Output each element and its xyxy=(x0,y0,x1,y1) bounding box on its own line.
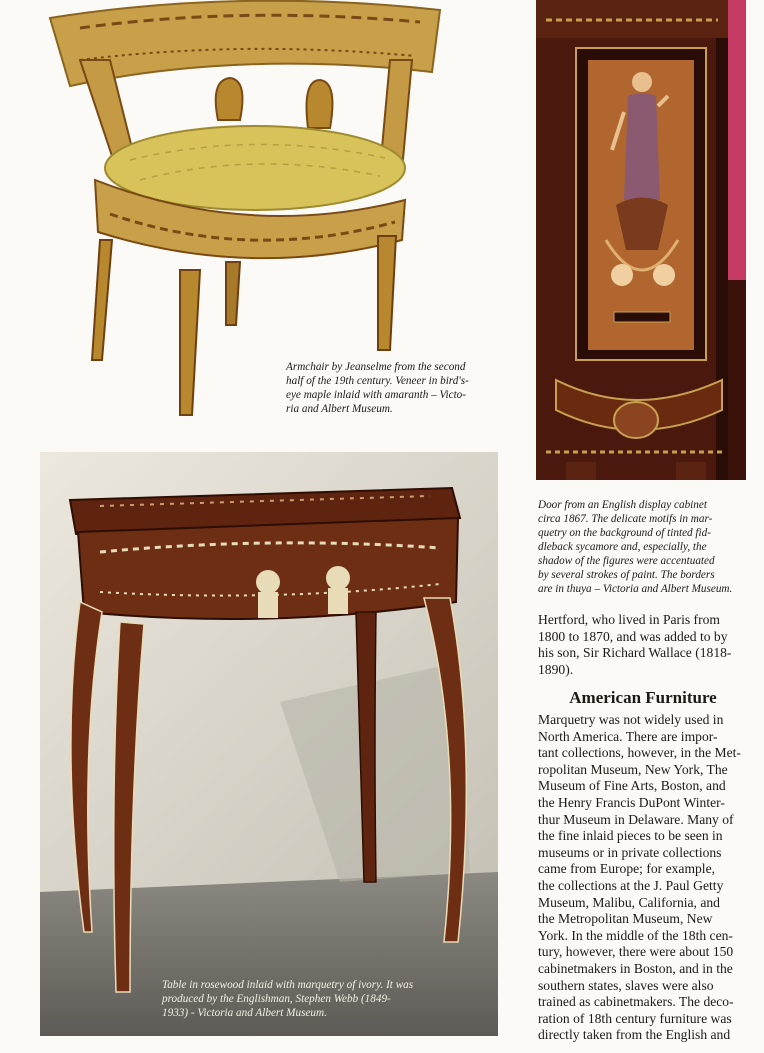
caption-line: by several strokes of paint. The borders xyxy=(538,569,715,581)
text-line: Hertford, who lived in Paris from xyxy=(538,612,720,627)
text-line: the collections at the J. Paul Getty xyxy=(538,877,724,893)
text-line: ropolitan Museum, New York, The xyxy=(538,761,728,777)
text-line: directly taken from the English and xyxy=(538,1027,731,1043)
cabinet-door-caption xyxy=(538,498,746,596)
text-line: came from Europe; for example, xyxy=(538,861,716,877)
caption-line: shadow of the figures were accentuated xyxy=(538,555,715,567)
table-illustration xyxy=(40,452,498,1036)
caption-line: eye maple inlaid with amaranth – Victo- xyxy=(286,389,467,401)
text-line: museums or in private collections xyxy=(538,844,722,860)
cabinet-door-photo xyxy=(536,0,746,480)
cabinet-door-illustration xyxy=(536,0,746,480)
text-line: thur Museum in Delaware. Many of xyxy=(538,811,734,827)
text-line: the Henry Francis DuPont Winter- xyxy=(538,794,725,810)
caption-line: Armchair by Jeanselme from the second xyxy=(286,361,466,373)
text-line: southern states, slaves were also xyxy=(538,977,714,993)
text-line: trained as cabinetmakers. The deco- xyxy=(538,994,734,1010)
caption-line: Door from an English display cabinet xyxy=(538,499,707,511)
text-line: the fine inlaid pieces to be seen in xyxy=(538,828,723,844)
armchair-illustration xyxy=(40,0,450,420)
text-line: cabinetmakers in Boston, and in the xyxy=(538,960,733,976)
armchair-photo xyxy=(40,0,450,420)
caption-line: half of the 19th century. Veneer in bird's- xyxy=(286,375,469,387)
text-line: 1800 to 1870, and was added to by xyxy=(538,628,728,644)
caption-line: are in thuya – Victoria and Albert Museum. xyxy=(538,583,733,595)
caption-line: quetry on the background of tinted fid- xyxy=(538,527,711,539)
text-line: 1890). xyxy=(538,661,574,677)
text-line: North America. There are impor- xyxy=(538,728,718,744)
table-caption xyxy=(162,978,450,1020)
text-line: the Metropolitan Museum, New xyxy=(538,911,713,927)
section-heading: American Furniture xyxy=(569,688,717,707)
text-line: tury, however, there were about 150 xyxy=(538,944,734,960)
caption-line: Table in rosewood inlaid with marquetry of ivory. It was xyxy=(162,979,414,991)
text-line: Marquetry was not widely used in xyxy=(538,712,724,727)
intro-paragraph xyxy=(538,612,748,678)
text-line: tant collections, however, in the Met- xyxy=(538,745,741,761)
table-photo xyxy=(40,452,498,1036)
caption-line: 1933) - Victoria and Albert Museum. xyxy=(162,1007,327,1019)
caption-line: produced by the Englishman, Stephen Webb (1849- xyxy=(162,993,391,1005)
american-furniture-paragraph xyxy=(538,712,748,1044)
text-line: Museum, Malibu, California, and xyxy=(538,894,720,910)
caption-line: ria and Albert Museum. xyxy=(286,403,393,415)
caption-line: dleback sycamore and, especially, the xyxy=(538,541,707,553)
text-line: his son, Sir Richard Wallace (1818- xyxy=(538,645,732,661)
text-line: York. In the middle of the 18th cen- xyxy=(538,927,733,943)
armchair-caption xyxy=(286,360,494,416)
caption-line: circa 1867. The delicate motifs in mar- xyxy=(538,513,713,525)
text-line: Museum of Fine Arts, Boston, and xyxy=(538,778,726,794)
text-line: ration of 18th century furniture was xyxy=(538,1010,732,1026)
